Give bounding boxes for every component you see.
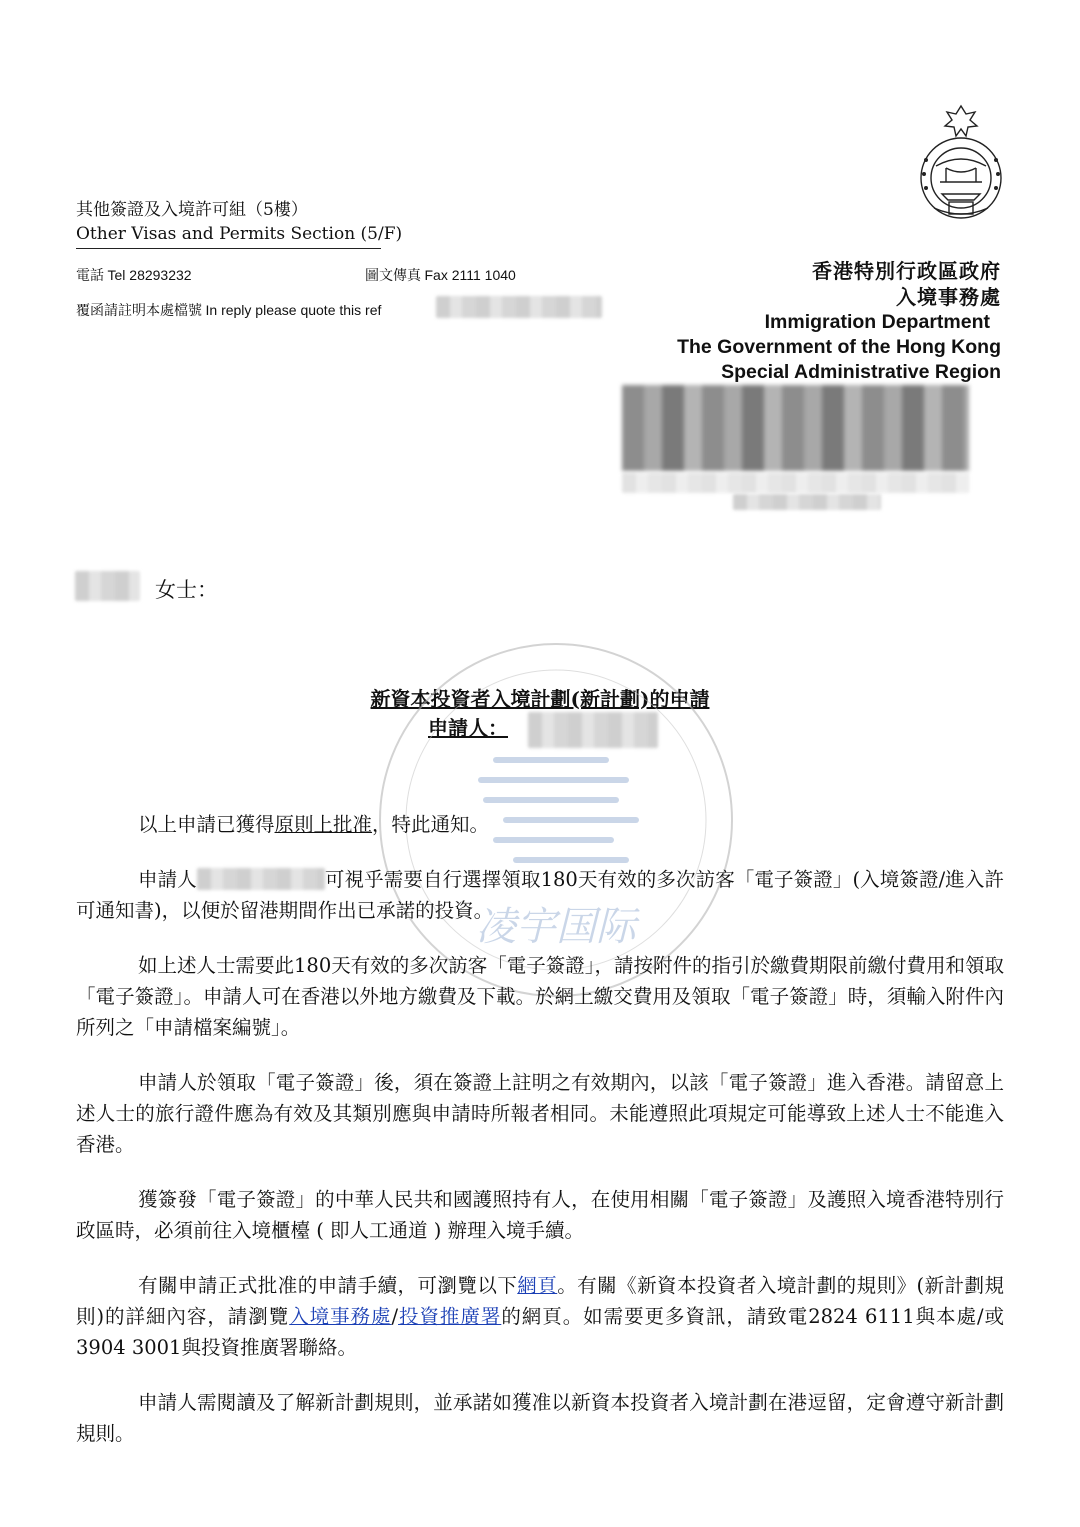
hksar-emblem-icon <box>916 104 1006 222</box>
paragraph-7: 申請人需閱讀及了解新計劃規則，並承諾如獲准以新資本投資者入境計劃在港逗留，定會遵守新計劃規則。 <box>76 1391 1004 1445</box>
section-rule <box>76 248 381 249</box>
salutation: 女士： <box>155 578 218 602</box>
paragraph-5: 獲簽發「電子簽證」的中華人民共和國護照持有人，在使用相關「電子簽證」及護照入境香港特別行政區時，必須前往入境櫃檯 ( 即人工通道 ) 辦理入境手續。 <box>76 1188 1004 1242</box>
dept-zh-line2: 入境事務處 <box>896 285 1001 309</box>
subject-title-text: 新資本投資者入境計劃(新計劃)的申請 <box>370 687 710 711</box>
immigration-department-link[interactable]: 入境事務處 <box>289 1305 392 1328</box>
redacted-inline-name <box>197 868 325 890</box>
watermark-text: 凌宇国际 <box>476 904 636 950</box>
dept-en-line1: Immigration Department <box>764 311 990 333</box>
section-name-zh: 其他簽證及入境許可組（5樓） <box>76 200 308 220</box>
applicant-label: 申請人： <box>428 716 508 740</box>
reference-line <box>76 300 381 320</box>
telephone <box>76 265 192 285</box>
section-header <box>76 198 402 249</box>
redacted-reference <box>436 296 602 318</box>
letter-body <box>76 809 1004 1473</box>
fax-number: Fax 2111 1040 <box>424 267 516 283</box>
approval-in-principle: 原則上批准 <box>274 813 373 836</box>
fax-label: 圖文傳真 <box>365 268 421 284</box>
department-block <box>677 258 1001 385</box>
redacted-address-line <box>622 473 969 493</box>
redacted-date <box>733 494 881 510</box>
subject-title <box>0 683 1080 712</box>
redacted-address <box>622 385 969 471</box>
paragraph-4: 申請人於領取「電子簽證」後，須在簽證上註明之有效期內，以該「電子簽證」進入香港。請留意上述人士的旅行證件應為有效及其類別應與申請時所報者相同。未能遵照此項規定可能導致上述人士不能進入香港。 <box>76 1071 1004 1156</box>
ref-label-zh: 覆函請註明本處檔號 <box>76 303 202 319</box>
redacted-name <box>75 571 140 601</box>
dept-en-line3: Special Administrative Region <box>721 361 1001 383</box>
tel-number: Tel 28293232 <box>107 267 192 283</box>
paragraph-2: 申請人 可視乎需要自行選擇領取180天有效的多次訪客「電子簽證」(入境簽證/進入許可通知書)，以便於留港期間作出已承諾的投資。 <box>76 868 1004 922</box>
investhk-link[interactable]: 投資推廣署 <box>398 1305 502 1328</box>
ref-label-en: In reply please quote this ref <box>205 302 382 318</box>
paragraph-1: 以上申請已獲得原則上批准，特此通知。 <box>138 813 490 836</box>
webpage-link[interactable]: 網頁 <box>517 1274 558 1297</box>
redacted-applicant-name <box>528 712 658 748</box>
tel-label: 電話 <box>76 268 104 284</box>
section-name-en: Other Visas and Permits Section (5/F) <box>76 224 403 244</box>
paragraph-3: 如上述人士需要此180天有效的多次訪客「電子簽證」，請按附件的指引於繳費期限前繳付費用和領取「電子簽證」。申請人可在香港以外地方繳費及下載。於網上繳交費用及領取「電子簽證」時，須輸入附件內所列之「申請檔案編號」。 <box>76 954 1004 1039</box>
paragraph-6: 有關申請正式批准的申請手續，可瀏覽以下網頁。有關《新資本投資者入境計劃的規則》(新計劃規則)的詳細內容，請瀏覽入境事務處/投資推廣署的網頁。如需要更多資訊，請致電2824 6111與本處/或3904 3001與投資推廣署聯絡。 <box>76 1274 1004 1359</box>
dept-zh-line1: 香港特別行政區政府 <box>812 259 1001 283</box>
fax <box>365 265 516 285</box>
dept-en-line2: The Government of the Hong Kong <box>677 336 1001 358</box>
